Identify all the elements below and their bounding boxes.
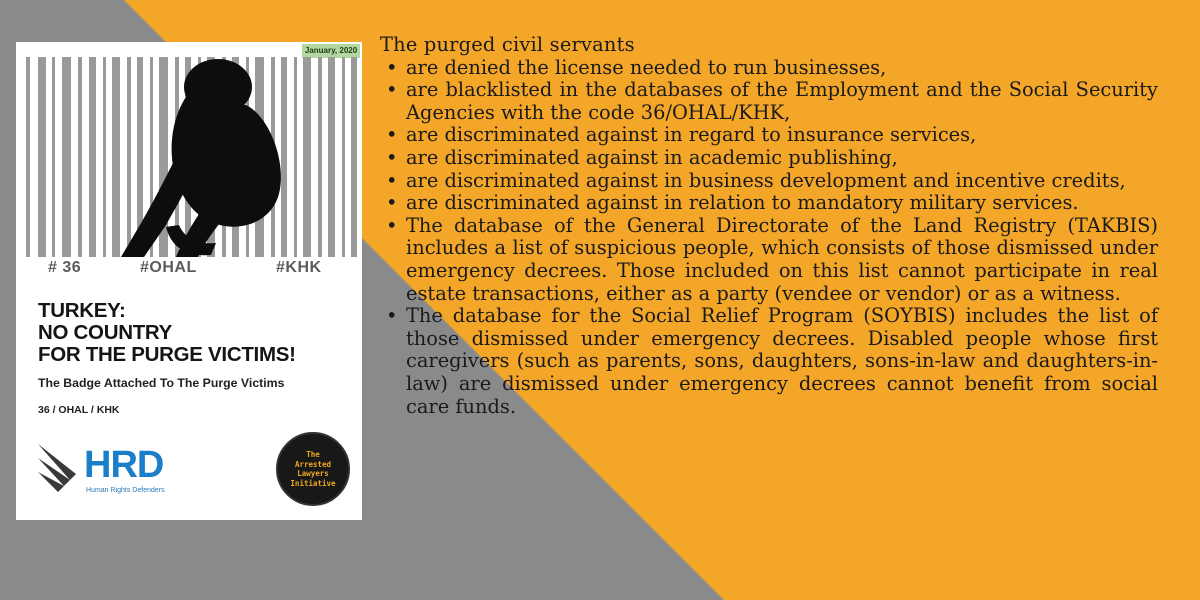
cover-title-line: TURKEY: xyxy=(38,299,126,322)
logo-line: Lawyers xyxy=(297,469,329,478)
cover-title-line: NO COUNTRY xyxy=(38,321,173,344)
text-content xyxy=(380,34,1158,418)
list-item: • The database of the General Directorate of the Land Registry (TAKBIS) includes a list of suspicious people, which consists of those dismissed under emergency decrees. Those included on this list cannot participate in real estate transactions, either as a party (vendee or vendor) or as a witness. xyxy=(380,215,1158,305)
hrd-logo-subtitle: Human Rights Defenders xyxy=(86,487,165,494)
list-item: • are blacklisted in the databases of the Employment and the Social Security Agencies with the code 36/OHAL/KHK, xyxy=(380,79,1158,124)
cover-title xyxy=(38,300,358,366)
list-item: • are discriminated against in relation to mandatory military services. xyxy=(380,192,1158,215)
cover-title-line: FOR THE PURGE VICTIMS! xyxy=(38,343,296,366)
wing-icon xyxy=(36,440,86,496)
cover-subtitle: The Badge Attached To The Purge Victims xyxy=(38,376,285,390)
tag-36: # 36 xyxy=(48,259,82,276)
tag-khk: #KHK xyxy=(276,259,322,276)
logo-line: Initiative xyxy=(290,478,336,488)
arrested-lawyers-logo xyxy=(276,432,350,506)
bullet-list xyxy=(380,57,1158,419)
tag-ohal: #OHAL xyxy=(140,259,197,276)
logo-line: The xyxy=(306,450,320,459)
hrd-logo xyxy=(36,440,186,508)
list-item: • are discriminated against in regard to insurance services, xyxy=(380,124,1158,147)
hrd-logo-text: HRD xyxy=(84,444,164,486)
logo-line: Arrested xyxy=(294,459,332,469)
arrested-lawyers-logo-text xyxy=(278,450,348,488)
cover-date-badge: January, 2020 xyxy=(302,44,360,58)
cover-code: 36 / OHAL / KHK xyxy=(38,404,120,416)
intro-text: The purged civil servants xyxy=(380,33,635,56)
list-item: • are denied the license needed to run businesses, xyxy=(380,57,1158,80)
report-cover xyxy=(16,42,362,520)
list-item: • are discriminated against in academic publishing, xyxy=(380,147,1158,170)
list-item: • are discriminated against in business development and incentive credits, xyxy=(380,170,1158,193)
list-item: • The database for the Social Relief Program (SOYBIS) includes the list of those dismissed under emergency decrees. Disabled people whose first caregivers (such as parents, sons, daughters, sons-in-law and daughters-in- law) are dismissed under emergency decrees cannot benefit from social care funds. xyxy=(380,305,1158,418)
barcode-figure-illustration xyxy=(16,57,362,257)
